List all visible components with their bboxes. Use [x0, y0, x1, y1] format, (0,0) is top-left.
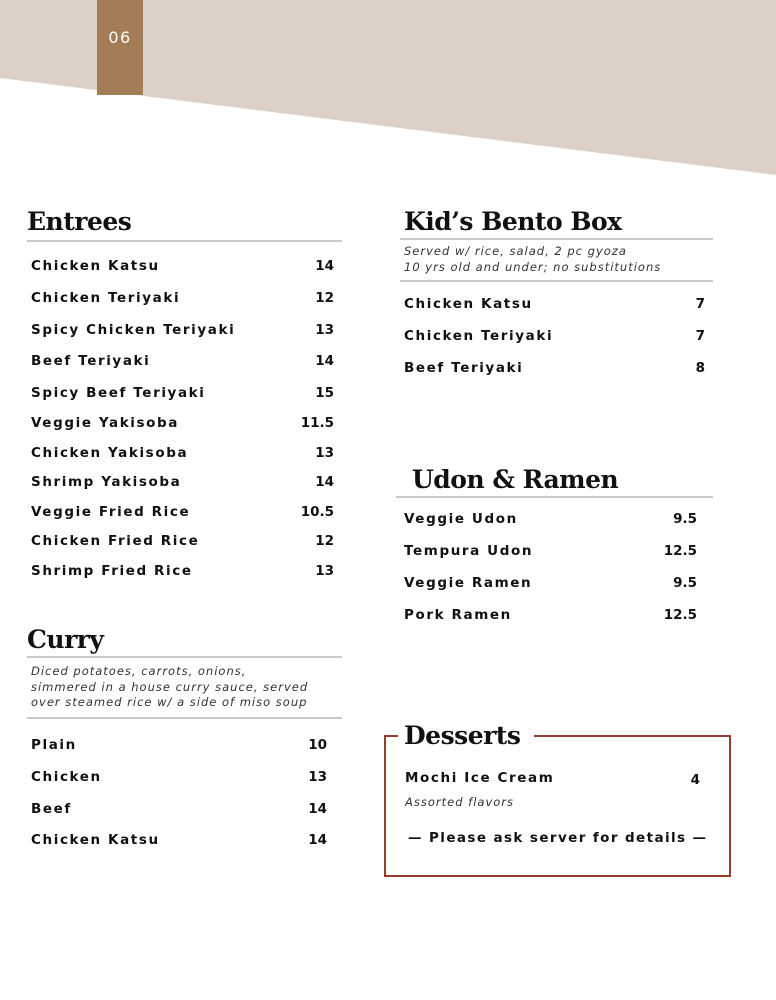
- menu-item: [27, 502, 342, 522]
- item-name: Spicy Chicken Teriyaki: [31, 322, 236, 338]
- udon-ramen-title: Udon & Ramen: [412, 465, 619, 494]
- item-name: Chicken Katsu: [31, 831, 160, 848]
- menu-item: [27, 799, 342, 819]
- menu-item: [400, 768, 710, 788]
- menu-item: [27, 256, 342, 276]
- item-price: 13: [315, 445, 334, 461]
- entrees-title: Entrees: [27, 207, 132, 236]
- item-name: Beef: [31, 800, 72, 817]
- item-price: 9.5: [673, 575, 697, 591]
- curry-note-line: Diced potatoes, carrots, onions,: [31, 664, 247, 678]
- menu-item: [27, 288, 342, 308]
- item-price: 8: [695, 360, 705, 376]
- item-price: 15: [315, 385, 334, 401]
- menu-item: [400, 358, 713, 378]
- item-price: 12: [315, 533, 334, 549]
- item-name: Veggie Udon: [404, 511, 518, 527]
- menu-item: [27, 830, 342, 850]
- item-price: 11.5: [300, 415, 334, 431]
- curry-section: [27, 624, 342, 849]
- kids-bento-description: [400, 240, 713, 275]
- menu-item: [400, 605, 713, 625]
- item-price: 7: [695, 328, 705, 344]
- curry-description: [27, 658, 342, 711]
- item-name: Spicy Beef Teriyaki: [31, 385, 206, 401]
- menu-item: [27, 735, 342, 755]
- menu-item: [27, 383, 342, 403]
- item-price: 13: [315, 322, 334, 338]
- page-number-tab: [97, 0, 143, 95]
- item-name: Beef Teriyaki: [31, 353, 151, 369]
- menu-item: [27, 472, 342, 492]
- item-price: 10.5: [300, 504, 334, 520]
- entrees-list: [27, 242, 342, 579]
- item-price: 10: [308, 736, 327, 753]
- curry-list: [27, 719, 342, 849]
- menu-item: [27, 767, 342, 787]
- item-name: Chicken Yakisoba: [31, 445, 189, 461]
- menu-item: [400, 541, 713, 561]
- menu-item: [27, 531, 342, 551]
- item-name: Chicken Teriyaki: [31, 290, 181, 306]
- curry-note-line: over steamed rice w/ a side of miso soup: [31, 695, 308, 709]
- curry-title: Curry: [27, 625, 104, 654]
- item-name: Pork Ramen: [404, 607, 512, 623]
- menu-item: [400, 573, 713, 593]
- udon-ramen-list: [400, 498, 713, 638]
- dessert-item-note: Assorted flavors: [405, 795, 515, 809]
- item-price: 7: [695, 296, 705, 312]
- item-price: 4: [690, 772, 700, 788]
- menu-item: [400, 509, 713, 529]
- item-name: Mochi Ice Cream: [405, 770, 555, 786]
- item-price: 14: [315, 258, 334, 274]
- item-name: Chicken Katsu: [31, 258, 160, 274]
- menu-item: [27, 443, 342, 463]
- menu-item: [400, 326, 713, 346]
- desserts-title: Desserts: [404, 721, 521, 750]
- item-name: Tempura Udon: [404, 543, 534, 559]
- item-price: 13: [308, 768, 327, 785]
- item-name: Shrimp Fried Rice: [31, 563, 193, 579]
- entrees-section: [27, 206, 342, 579]
- item-price: 9.5: [673, 511, 697, 527]
- kids-bento-title: Kid’s Bento Box: [404, 207, 622, 236]
- item-price: 12.5: [663, 607, 697, 623]
- menu-item: [400, 294, 713, 314]
- item-name: Chicken Fried Rice: [31, 533, 200, 549]
- item-price: 14: [315, 353, 334, 369]
- menu-item: [27, 320, 342, 340]
- menu-item: [27, 561, 342, 581]
- kids-bento-list: [400, 282, 713, 382]
- item-name: Plain: [31, 736, 77, 753]
- desserts-title-wrap: [398, 720, 534, 752]
- menu-item: [27, 413, 342, 433]
- item-price: 14: [315, 474, 334, 490]
- item-price: 12.5: [663, 543, 697, 559]
- item-name: Shrimp Yakisoba: [31, 474, 182, 490]
- ask-server-note: — Please ask server for details —: [408, 830, 708, 846]
- curry-note-line: simmered in a house curry sauce, served: [31, 679, 309, 694]
- item-name: Veggie Yakisoba: [31, 415, 180, 431]
- item-price: 12: [315, 290, 334, 306]
- kids-bento-note-line: 10 yrs old and under; no substitutions: [404, 259, 662, 274]
- kids-bento-note-line: Served w/ rice, salad, 2 pc gyoza: [404, 244, 627, 258]
- item-name: Veggie Fried Rice: [31, 504, 191, 520]
- kids-bento-section: [400, 206, 713, 382]
- item-name: Chicken Teriyaki: [404, 328, 554, 344]
- item-name: Beef Teriyaki: [404, 360, 524, 376]
- item-price: 13: [315, 563, 334, 579]
- item-name: Chicken: [31, 768, 102, 785]
- item-price: 14: [308, 831, 327, 848]
- item-name: Chicken Katsu: [404, 296, 533, 312]
- item-name: Veggie Ramen: [404, 575, 533, 591]
- page-number: 06: [108, 28, 132, 47]
- udon-ramen-section: [396, 464, 713, 638]
- menu-item: [27, 351, 342, 371]
- item-price: 14: [308, 800, 327, 817]
